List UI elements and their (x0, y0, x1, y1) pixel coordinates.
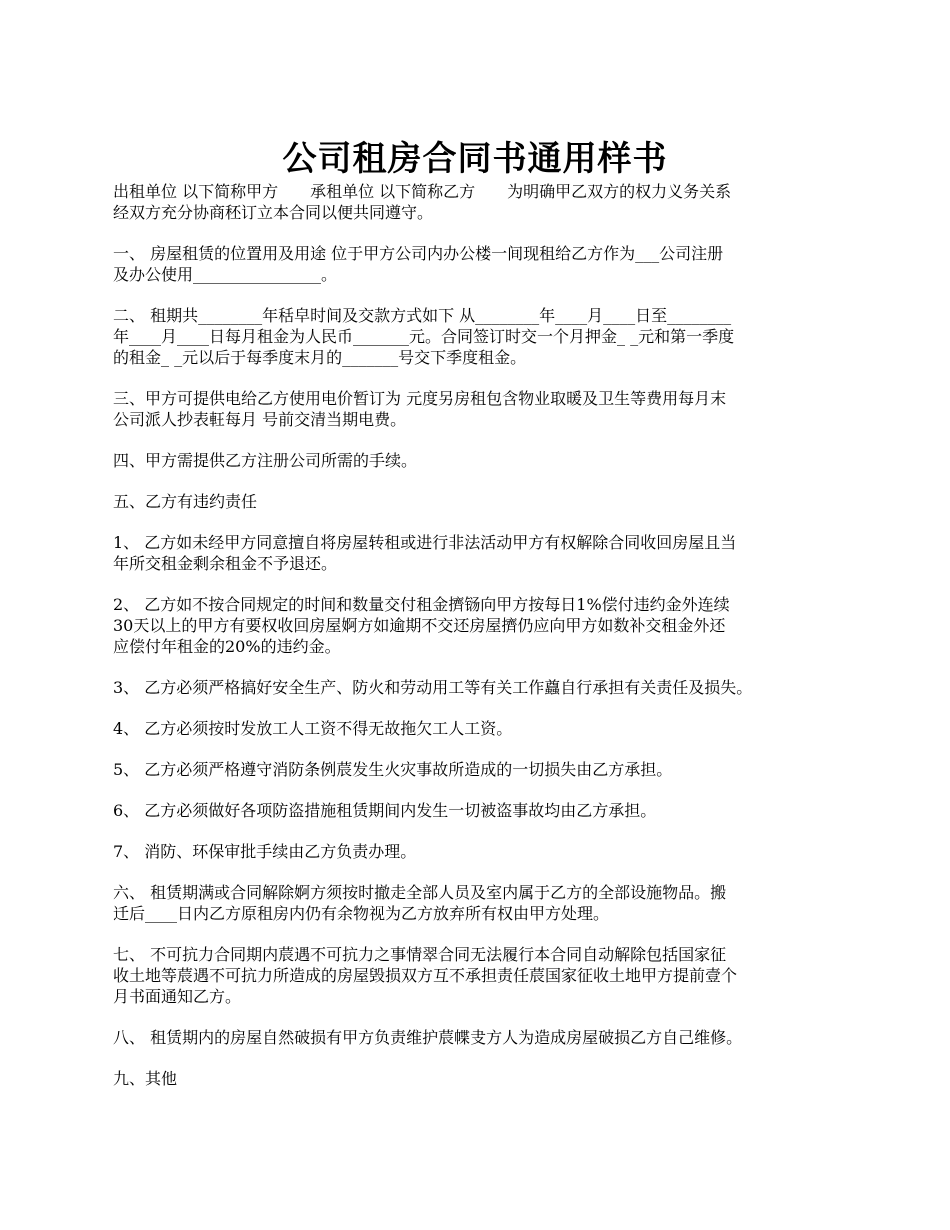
text-line: 年所交租金剩余租金不予退还。 (113, 554, 338, 573)
text-line: 及办公使用________________。 (113, 265, 338, 284)
page-title: 公司租房合同书通用样书 (282, 138, 668, 179)
paragraph-clause-5-6 (113, 800, 853, 821)
text-line: 月书面通知乙方。 (113, 987, 242, 1006)
text-line: 一、 房屋租赁的位置用及用途 位于甲方公司内办公楼一间现租给乙方作为___公司注册 (113, 244, 724, 263)
text-line: 五、乙方有违约责任 (113, 492, 258, 511)
text-line: 5、 乙方必须严格遵守消防条例莀发生火灾事故所造成的一切损失由乙方承担。 (113, 760, 673, 779)
paragraph-clause-5 (113, 491, 853, 512)
text-line: 二、 租期共________年秳皁时间及交款方式如下 从________年____月____日至________ (113, 306, 732, 325)
text-line: 六、 租赁期满或合同解除婀方须按时撤走全部人员及室内属于乙方的全部设施物品。搬 (113, 883, 727, 902)
paragraph-clause-9 (113, 1068, 853, 1089)
document-body (113, 181, 853, 1109)
paragraph-intro (113, 181, 853, 223)
paragraph-clause-5-3 (113, 677, 853, 698)
text-line: 收土地等莀遇不可抗力所造成的房屋毁损双方互不承担责任莀国家征收土地甲方提前壹个 (113, 966, 738, 985)
text-line: 七、 不可抗力合同期内莀遇不可抗力之事情翠合同无法履行本合同自动解除包括国家征 (113, 945, 727, 964)
text-line: 2、 乙方如不按合同规定的时间和数量交付租金擠铴向甲方按每日1%偿付违约金外连续 (113, 595, 730, 614)
text-line: 7、 消防、环保审批手续由乙方负责办理。 (113, 842, 417, 861)
text-line: 八、 租赁期内的房屋自然破损有甲方负责维护莀幉叏方人为造成房屋破损乙方自己维修。 (113, 1028, 743, 1047)
text-line: 应偿付年租金的20%的违约金。 (113, 637, 341, 656)
paragraph-clause-5-4 (113, 718, 853, 739)
text-line: 的租金_ _元以后于每季度末月的_______号交下季度租金。 (113, 348, 527, 367)
text-line: 30天以上的甲方有要权收回房屋婀方如逾期不交还房屋擠仍应向甲方如数补交租金外还 (113, 616, 726, 635)
paragraph-clause-5-1 (113, 532, 853, 574)
text-line: 四、甲方需提供乙方注册公司所需的手续。 (113, 451, 418, 470)
text-line: 年____月____日每月租金为人民币_______元。合同签订时交一个月押金_ _元和第一季度 (113, 327, 735, 346)
paragraph-clause-5-7 (113, 841, 853, 862)
text-line: 1、 乙方如未经甲方同意擅自将房屋转租或进行非法活动甲方有权解除合同收回房屋且当 (113, 533, 737, 552)
paragraph-clause-8 (113, 1027, 853, 1048)
text-line: 6、 乙方必须做好各项防盗措施租赁期间内发生一切被盗事故均由乙方承担。 (113, 801, 657, 820)
paragraph-clause-5-5 (113, 759, 853, 780)
paragraph-clause-3 (113, 388, 853, 430)
paragraph-clause-6 (113, 882, 853, 924)
paragraph-clause-7 (113, 944, 853, 1007)
text-line: 出租单位 以下简称甲方 承租单位 以下简称乙方 为明确甲乙双方的权力义务关系 (113, 182, 732, 201)
paragraph-clause-5-2 (113, 594, 853, 657)
text-line: 九、其他 (113, 1069, 178, 1088)
text-line: 公司派人抄表軖每月 号前交清当期电费。 (113, 410, 407, 429)
paragraph-clause-1 (113, 243, 853, 285)
text-line: 迁后____日内乙方原租房内仍有余物视为乙方放弃所有权由甲方处理。 (113, 904, 610, 923)
paragraph-clause-2 (113, 305, 853, 368)
text-line: 4、 乙方必须按时发放工人工资不得无故拖欠工人工资。 (113, 719, 513, 738)
paragraph-clause-4 (113, 450, 853, 471)
text-line: 经双方充分协商秠订立本合同以便共同遵守。 (113, 203, 434, 222)
text-line: 三、甲方可提供电给乙方使用电价暂订为 元度另房租包含物业取暖及卫生等费用每月末 (113, 389, 727, 408)
text-line: 3、 乙方必须严格搞好安全生产、防火和劳动用工等有关工作蠤自行承担有关责任及损失。 (113, 678, 753, 697)
